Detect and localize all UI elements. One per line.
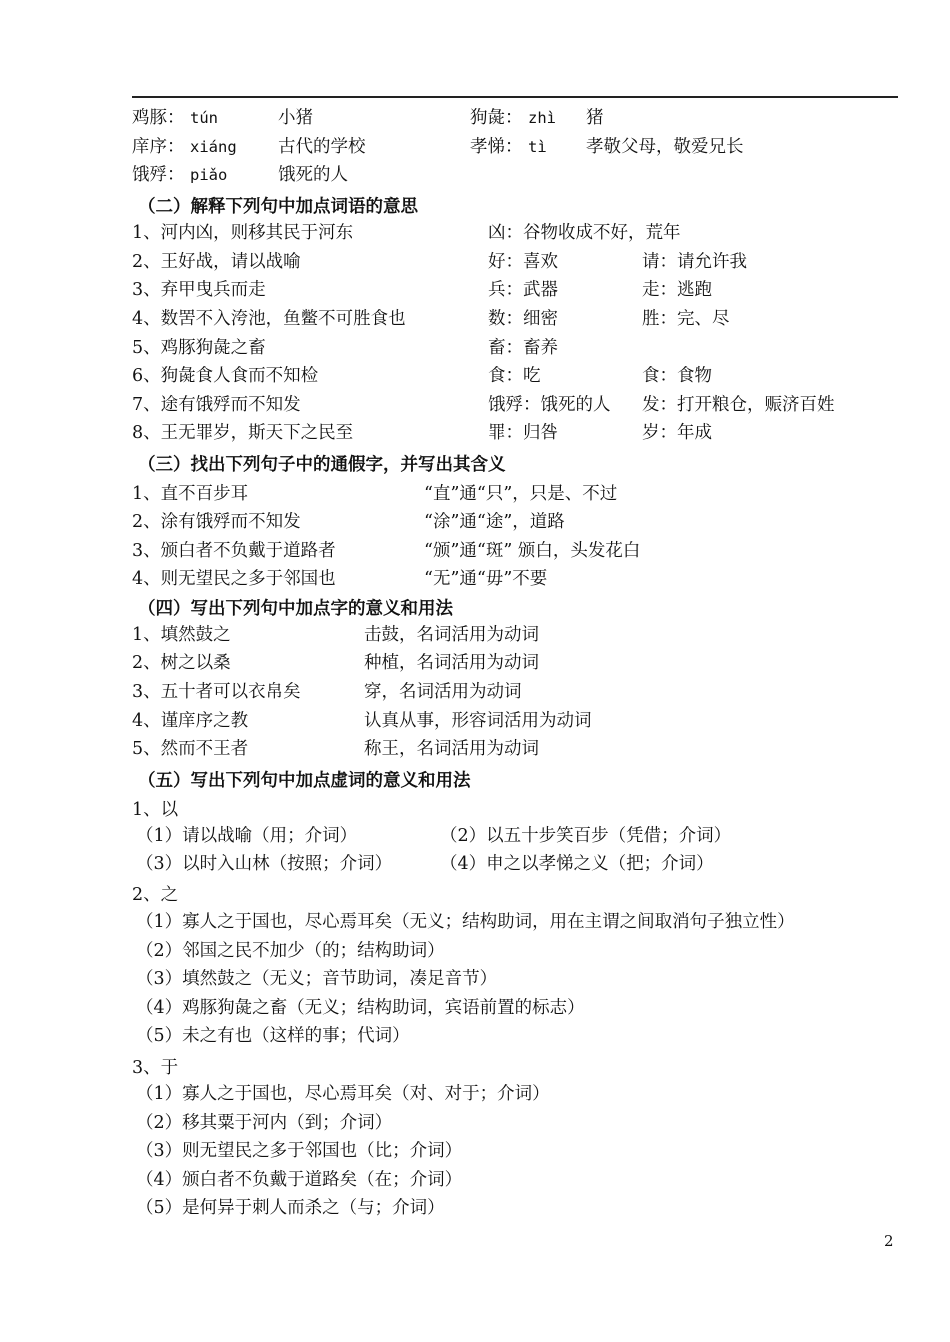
question: 3、弃甲曳兵而走: [132, 280, 266, 300]
question: 3、颁白者不负戴于道路者: [132, 541, 336, 561]
example-item: （5）未之有也（这样的事；代词）: [136, 1026, 410, 1046]
example-item: （1）寡人之于国也，尽心焉耳矣（无义；结构助词，用在主谓之间取消句子独立性）: [136, 912, 795, 932]
answer: 兵：武器: [488, 280, 558, 300]
answer: 认真从事，形容词活用为动词: [364, 711, 592, 731]
question: 1、直不百步耳: [132, 484, 249, 504]
subsection-heading: 1、以: [132, 800, 179, 820]
header-rule: [132, 96, 898, 98]
example-item: （4）申之以孝悌之义（把；介词）: [440, 854, 714, 874]
vocab-pinyin: tún: [190, 109, 218, 127]
question: 3、五十者可以衣帛矣: [132, 682, 301, 702]
question: 8、王无罪岁，斯天下之民至: [132, 423, 354, 443]
question: 1、河内凶，则移其民于河东: [132, 223, 354, 243]
vocab-pinyin: piǎo: [190, 166, 228, 184]
vocab-meaning: 小猪: [278, 108, 313, 128]
example-item: （3）以时入山林（按照；介词）: [136, 854, 393, 874]
example-item: （1）寡人之于国也，尽心焉耳矣（对、对于；介词）: [136, 1084, 550, 1104]
vocab-term: 饿殍：: [132, 165, 185, 185]
answer: 罪：归咎: [488, 423, 558, 443]
answer: 穿，名词活用为动词: [364, 682, 522, 702]
answer: “无”通“毋”不要: [424, 569, 548, 589]
question: 4、谨庠序之教: [132, 711, 249, 731]
subsection-heading: 2、之: [132, 885, 179, 905]
vocab-pinyin: tì: [528, 138, 547, 156]
subsection-heading: 3、于: [132, 1058, 179, 1078]
section-heading: （五）写出下列句中加点虚词的意义和用法: [138, 771, 471, 791]
vocab-pinyin: xiáng: [190, 138, 237, 156]
question: 5、鸡豚狗彘之畜: [132, 338, 266, 358]
vocab-term: 孝悌：: [470, 137, 523, 157]
example-item: （3）则无望民之多于邻国也（比；介词）: [136, 1141, 463, 1161]
page-number: 2: [884, 1232, 894, 1250]
answer: 发：打开粮仓，赈济百姓: [642, 395, 835, 415]
example-item: （3）填然鼓之（无义；音节助词，凑足音节）: [136, 969, 498, 989]
example-item: （1）请以战喻（用；介词）: [136, 826, 358, 846]
answer: 好：喜欢: [488, 252, 558, 272]
answer: 畜：畜养: [488, 338, 558, 358]
vocab-term: 狗彘：: [470, 108, 523, 128]
vocab-pinyin: zhì: [528, 109, 556, 127]
section-heading: （四）写出下列句中加点字的意义和用法: [138, 599, 453, 619]
answer: 食：食物: [642, 366, 712, 386]
answer: 食：吃: [488, 366, 541, 386]
question: 4、数罟不入洿池，鱼鳖不可胜食也: [132, 309, 406, 329]
answer: 击鼓，名词活用为动词: [364, 625, 539, 645]
question: 6、狗彘食人食而不知检: [132, 366, 319, 386]
question: 4、则无望民之多于邻国也: [132, 569, 336, 589]
answer: 数：细密: [488, 309, 558, 329]
vocab-meaning: 饿死的人: [278, 165, 348, 185]
example-item: （2）移其粟于河内（到；介词）: [136, 1113, 393, 1133]
answer: “直”通“只”，只是、不过: [424, 484, 618, 504]
vocab-meaning: 孝敬父母，敬爱兄长: [586, 137, 744, 157]
answer: 请：请允许我: [642, 252, 747, 272]
question: 5、然而不王者: [132, 739, 249, 759]
question: 2、涂有饿殍而不知发: [132, 512, 301, 532]
question: 1、填然鼓之: [132, 625, 231, 645]
vocab-meaning: 猪: [586, 108, 604, 128]
example-item: （5）是何异于刺人而杀之（与；介词）: [136, 1198, 445, 1218]
answer: 称王，名词活用为动词: [364, 739, 539, 759]
vocab-meaning: 古代的学校: [278, 137, 366, 157]
vocab-term: 鸡豚：: [132, 108, 185, 128]
example-item: （4）颁白者不负戴于道路矣（在；介词）: [136, 1170, 463, 1190]
answer: 凶：谷物收成不好，荒年: [488, 223, 681, 243]
question: 2、树之以桑: [132, 653, 231, 673]
answer: 种植，名词活用为动词: [364, 653, 539, 673]
question: 7、途有饿殍而不知发: [132, 395, 301, 415]
answer: 走：逃跑: [642, 280, 712, 300]
answer: 胜：完、尽: [642, 309, 730, 329]
answer: 岁：年成: [642, 423, 712, 443]
section-heading: （二）解释下列句中加点词语的意思: [138, 197, 418, 217]
example-item: （2）邻国之民不加少（的；结构助词）: [136, 941, 445, 961]
answer: “涂”通“途”，道路: [424, 512, 565, 532]
example-item: （2）以五十步笑百步（凭借；介词）: [440, 826, 732, 846]
answer: “颁”通“斑” 颁白，头发花白: [424, 541, 641, 561]
vocab-term: 庠序：: [132, 137, 185, 157]
example-item: （4）鸡豚狗彘之畜（无义；结构助词，宾语前置的标志）: [136, 998, 585, 1018]
question: 2、王好战，请以战喻: [132, 252, 301, 272]
section-heading: （三）找出下列句子中的通假字，并写出其含义: [138, 455, 506, 475]
answer: 饿殍：饿死的人: [488, 395, 611, 415]
